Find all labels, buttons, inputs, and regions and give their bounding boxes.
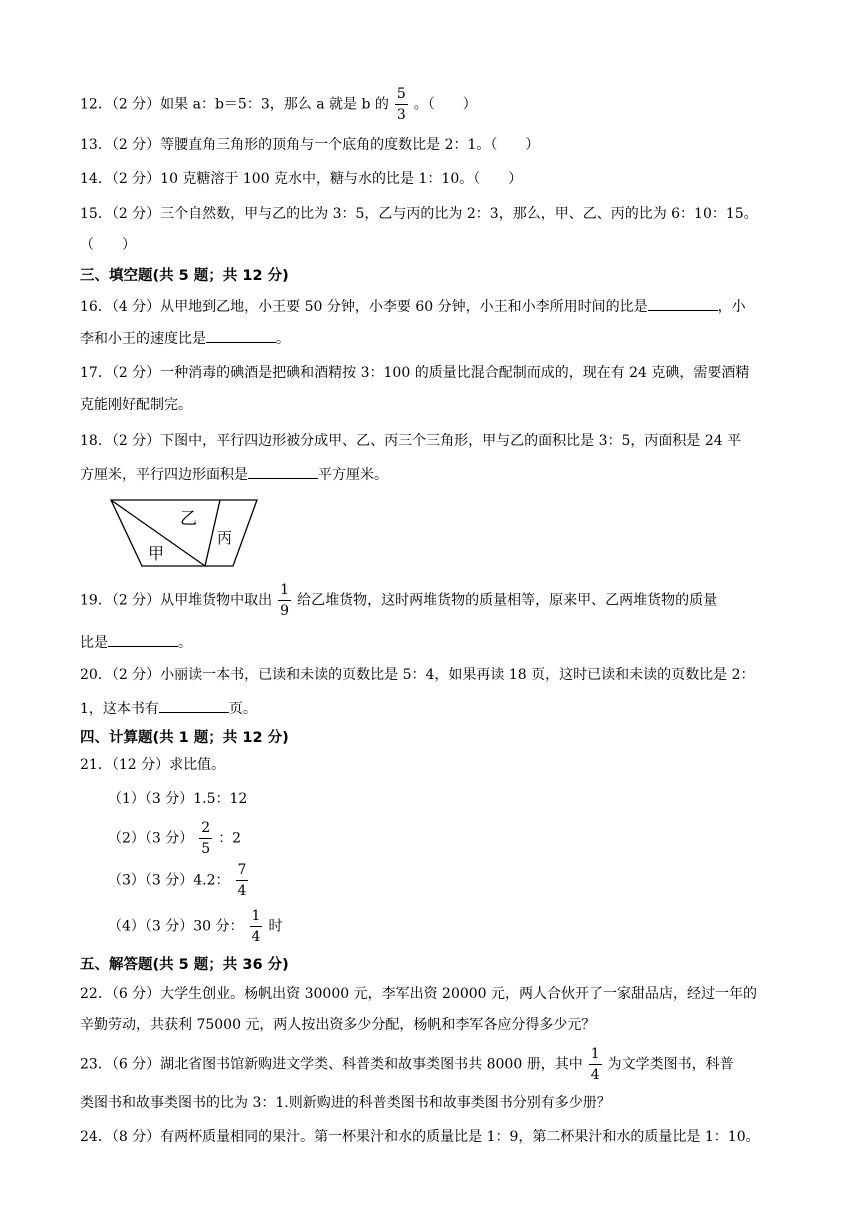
- section-5-heading: 五、解答题(共 5 题；共 36 分): [80, 957, 289, 973]
- question-22-line1: 22．（6 分）大学生创业。杨帆出资 30000 元，李军出资 20000 元，两人合伙开了一家甜品店，经过一年的: [80, 986, 758, 1002]
- answer-blank[interactable]: [206, 328, 276, 343]
- question-21-3: （3）（3 分）4.2： $\frac{7}{4}$: [108, 862, 247, 899]
- question-17-line1: 17．（2 分）一种消毒的碘酒是把碘和酒精按 3：100 的质量比混合配制而成的，现在有 24 克碘，需要酒精: [80, 365, 750, 381]
- question-19-line1: 19．（2 分）从甲堆货物中取出 $\frac{1}{9}$ 给乙堆货物，这时两堆货物的质量相等，原来甲、乙两堆货物的质量: [80, 582, 718, 619]
- answer-blank[interactable]: [248, 464, 318, 479]
- question-21: 21．（12 分）求比值。: [80, 757, 226, 773]
- fraction: $\frac{1}{9}$: [280, 582, 290, 619]
- section-4-heading: 四、计算题(共 1 题；共 12 分): [80, 730, 289, 746]
- fraction: $\frac{1}{4}$: [251, 908, 261, 945]
- label-yi: 乙: [180, 509, 197, 529]
- question-16-line2: 李和小王的速度比是 。: [80, 328, 290, 348]
- answer-blank[interactable]: [648, 296, 718, 311]
- question-24: 24．（8 分）有两杯质量相同的果汁。第一杯果汁和水的质量比是 1：9，第二杯果汁和水的质量比是 1：10。: [80, 1129, 760, 1145]
- question-18-line1: 18．（2 分）下图中，平行四边形被分成甲、乙、丙三个三角形，甲与乙的面积比是 3：5，丙面积是 24 平: [80, 433, 742, 449]
- question-18-line2: 方厘米，平行四边形面积是 平方厘米。: [80, 464, 388, 484]
- question-23-line2: 类图书和故事类图书的比为 3：1.则新购进的科普类图书和故事类图书分别有多少册？: [80, 1095, 611, 1111]
- question-17-line2: 克能刚好配制完。: [80, 397, 192, 413]
- question-20-line1: 20．（2 分）小丽读一本书，已读和未读的页数比是 5：4，如果再读 18 页，这时已读和未读的页数比是 2：: [80, 667, 755, 683]
- question-20-line2: 1，这本书有 页。: [80, 698, 257, 718]
- label-jia: 甲: [148, 544, 165, 563]
- fraction: $\frac{7}{4}$: [237, 862, 247, 899]
- question-13: 13．（2 分）等腰直角三角形的顶角与一个底角的度数比是 2：1。（ ）: [80, 137, 540, 153]
- answer-blank[interactable]: [108, 632, 178, 647]
- question-14: 14．（2 分）10 克糖溶于 100 克水中，糖与水的比是 1：10。（ ）: [80, 171, 523, 187]
- fraction: $\frac{2}{5}$: [201, 820, 211, 857]
- question-15-line2: （ ）: [80, 237, 136, 253]
- question-15-line1: 15．（2 分）三个自然数，甲与乙的比为 3：5，乙与丙的比为 2：3，那么，甲、乙、丙的比为 6：10：15。: [80, 206, 758, 222]
- fraction: $\frac{1}{4}$: [590, 1046, 600, 1083]
- question-16-line1: 16．（4 分）从甲地到乙地，小王要 50 分钟，小李要 60 分钟，小王和小李所用时间的比是 ，小: [80, 296, 746, 316]
- answer-blank[interactable]: [159, 698, 229, 713]
- question-12: 12．（2 分）如果 a：b＝5：3，那么 a 就是 b 的 $\frac{5}{3}$ 。（ ）: [80, 86, 477, 123]
- question-21-4: （4）（3 分）30 分： $\frac{1}{4}$ 时: [108, 908, 283, 945]
- label-bing: 丙: [217, 529, 233, 547]
- question-22-line2: 辛勤劳动，共获利 75000 元，两人按出资多少分配，杨帆和李军各应分得多少元？: [80, 1017, 596, 1033]
- question-21-2: （2）（3 分） $\frac{2}{5}$ ：2: [108, 820, 242, 857]
- question-21-1: （1）（3 分）1.5：12: [108, 791, 248, 807]
- question-19-line2: 比是 。: [80, 632, 192, 652]
- question-23-line1: 23．（6 分）湖北省图书馆新购进文学类、科普类和故事类图书共 8000 册，其中 $\frac{1}{4}$ 为文学类图书，科普: [80, 1046, 734, 1083]
- fraction: $\frac{5}{3}$: [396, 86, 406, 123]
- section-3-heading: 三、填空题(共 5 题；共 12 分): [80, 268, 289, 284]
- parallelogram-figure: [106, 496, 266, 572]
